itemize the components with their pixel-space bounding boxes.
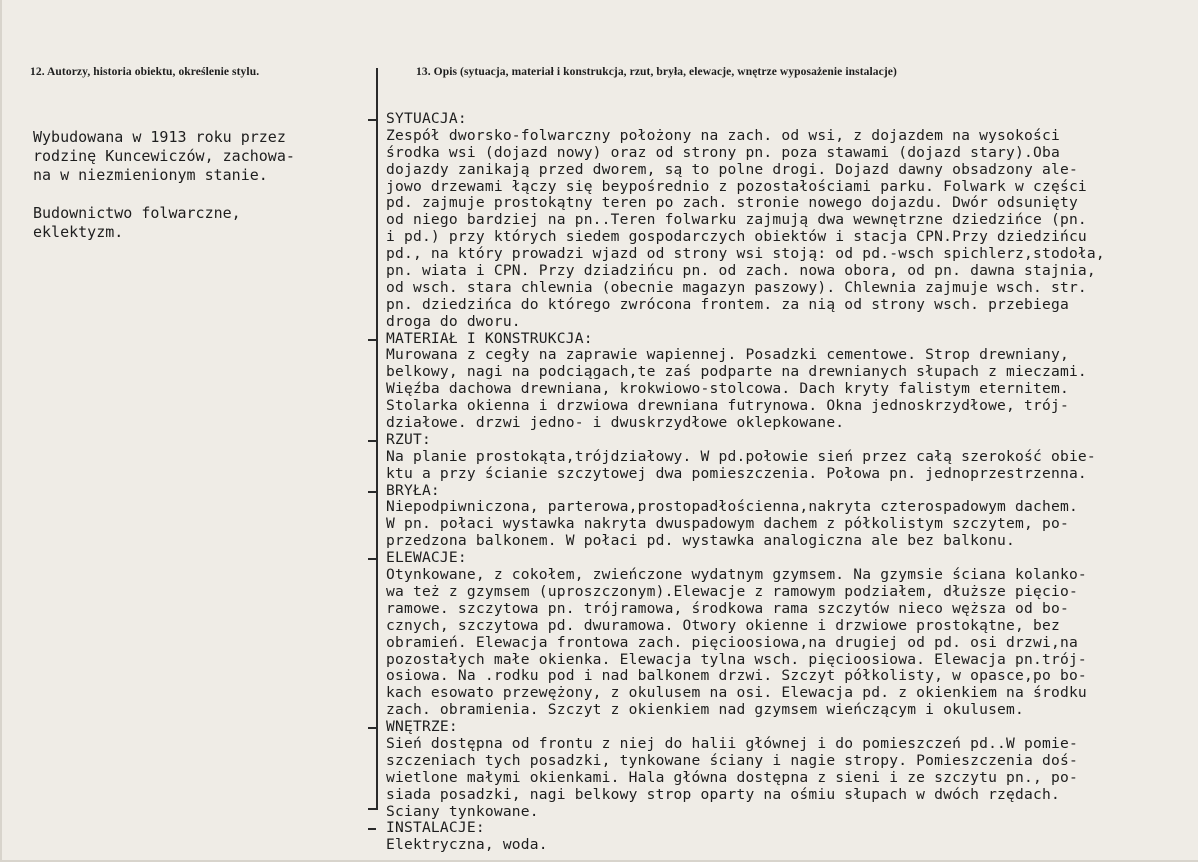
column-divider-foot [368,808,378,810]
history-line: Wybudowana w 1913 roku przez [33,128,286,146]
section-title: INSTALACJE: [386,819,485,837]
history-line: na w niezmienionym stanie. [33,166,268,184]
section-line: Więźba dachowa drewniana, krokwiowo-stolcowa. Dach kryty falistym eternitem. [386,380,1069,398]
section-line: osiowa. Na .rodku pod i nad balkonem drzwi. Szczyt półkolisty, w opasce,po bo- [386,667,1087,685]
right-column-header: 13. Opis (sytuacja, materiał i konstrukcja, rzut, bryła, elewacje, wnętrze wyposażenie instalacje) [416,66,897,78]
column-divider-line [376,68,378,810]
description-section [386,111,1186,331]
description-section [386,331,1186,432]
section-line: siada posadzki, nagi belkowy strop oparty na ośmiu słupach w dwóch rzędach. [386,785,1060,803]
section-title: SYTUACJA: [386,110,467,127]
section-line: środka wsi (dojazd nowy) oraz od strony pn. poza stawami (dojazd stary).Oba [386,143,1060,161]
section-line: Otynkowane, z cokołem, zwieńczone wydatnym gzymsem. Na gzymsie ściana kolanko- [386,566,1087,584]
section-line: Stolarka okienna i drzwiowa drewniana futrynowa. Okna jednoskrzydłowe, trój- [386,397,1069,415]
section-line: Zespół dworsko-folwarczny położony na zach. od wsi, z dojazdem na wysokości [386,126,1060,144]
history-line: Budownictwo folwarczne, [33,204,241,222]
section-line: ramowe. szczytowa pn. trójramowa, środkowa rama szczytów nieco węższa od bo- [386,599,1069,617]
section-title: BRYŁA: [386,481,440,499]
section-line: wa też z gzymsem (uproszczonym).Elewacje z ramowym podziałem, dłuższe pięcio- [386,582,1078,600]
section-marker-tick [368,119,376,121]
section-line: Sień dostępna od frontu z niej do halii głównej i do pomieszczeń pd..W pomie- [386,734,1078,752]
section-line: droga do dworu. [386,312,521,330]
section-line: pd., na który prowadzi wjazd od strony wsi stoją: od pd.-wsch spichlerz,stodoła, [386,245,1105,263]
history-paragraph [33,204,363,242]
description-section [386,550,1186,719]
section-line: Sciany tynkowane. [386,802,539,820]
section-line: Niepodpiwniczona, parterowa,prostopadłościenna,nakryta czterospadowym dachem. [386,498,1078,516]
section-title: RZUT: [386,430,431,448]
section-line: od wsch. stara chlewnia (obecnie magazyn paszowy). Chlewnia zajmuje wsch. str. [386,278,1087,296]
description-section [386,820,1186,854]
section-line: pn. dziedzińca do którego zwrócona frontem. za nią od strony wsch. przebiega [386,295,1069,313]
section-marker-tick [368,491,376,493]
section-line: szczeniach tych posadzki, tynkowane ściany i nagie stropy. Pomieszczenia doś- [386,751,1078,769]
section-title: ELEWACJE: [386,549,467,567]
section-line: Murowana z cegły na zaprawie wapiennej. Posadzki cementowe. Strop drewniany, [386,346,1069,364]
section-line: kach esowato przewężony, z okulusem na osi. Elewacja pd. z okienkiem na środku [386,684,1087,702]
section-line: Elektryczna, woda. [386,836,548,854]
history-paragraph [33,128,363,185]
history-style-text [33,128,363,261]
description-text [386,111,1186,854]
section-line: od niego bardziej na pn..Teren folwarku zajmują dwa wewnętrzne dziedzińce (pn. [386,211,1087,229]
section-line: obramień. Elewacja frontowa zach. pięcioosiowa,na drugiej od pd. osi drzwi,na [386,633,1078,651]
description-section [386,483,1186,551]
section-line: cznych, szczytowa pd. dwuramowa. Otwory okienne i drzwiowe prostokątne, bez [386,616,1060,634]
section-line: W pn. połaci wystawka nakryta dwuspadowym dachem z półkolistym szczytem, po- [386,515,1069,533]
section-line: ktu a przy ścianie szczytowej dwa pomieszczenia. Połowa pn. jednoprzestrzenna. [386,464,1087,482]
section-line: pn. wiata i CPN. Przy dziadzińcu pn. od zach. nowa obora, od pn. dawna stajnia, [386,262,1096,280]
history-line: eklektyzm. [33,223,124,241]
description-section [386,432,1186,483]
history-line: rodzinę Kuncewiczów, zachowa- [33,147,295,165]
section-line: pozostałych małe okienka. Elewacja tylna wsch. pięcioosiowa. Elewacja pn.trój- [386,650,1087,668]
section-marker-tick [368,339,376,341]
section-marker-tick [368,828,376,830]
section-line: działowe. drzwi jedno- i dwuskrzydłowe oklepkowane. [386,414,845,432]
section-line: wietlone małymi okienkami. Hala główna dostępna z sieni i ze szczytu pn., po- [386,768,1078,786]
section-line: zach. obramienia. Szczyt z okienkiem nad gzymsem wieńczącym i okulusem. [386,701,1025,719]
section-marker-tick [368,558,376,560]
description-section [386,719,1186,820]
section-line: dojazdy zanikają przed dworem, są to polne drogi. Dojazd dawny obsadzony ale- [386,160,1078,178]
section-title: MATERIAŁ I KONSTRUKCJA: [386,329,593,347]
left-column-header: 12. Autorzy, historia obiektu, określenie stylu. [30,66,260,78]
section-line: i pd.) przy których siedem gospodarczych obiektów i stacja CPN.Przy dziedzińcu [386,228,1087,246]
section-line: jowo drzewami łączy się beypośrednio z pozostałościami parku. Folwark w części [386,177,1087,195]
section-line: pd. zajmuje prostokątny teren po zach. stronie nowego dojazdu. Dwór odsunięty [386,194,1078,212]
section-line: przedzona balkonem. W połaci pd. wystawka analogiczna ale bez balkonu. [386,532,1016,550]
section-marker-tick [368,727,376,729]
section-line: Na planie prostokąta,trójdziałowy. W pd.połowie sień przez całą szerokość obie- [386,447,1096,465]
section-line: belkowy, nagi na podciągach,te zaś podparte na drewnianych słupach z mieczami. [386,363,1087,381]
section-title: WNĘTRZE: [386,718,458,736]
section-marker-tick [368,440,376,442]
